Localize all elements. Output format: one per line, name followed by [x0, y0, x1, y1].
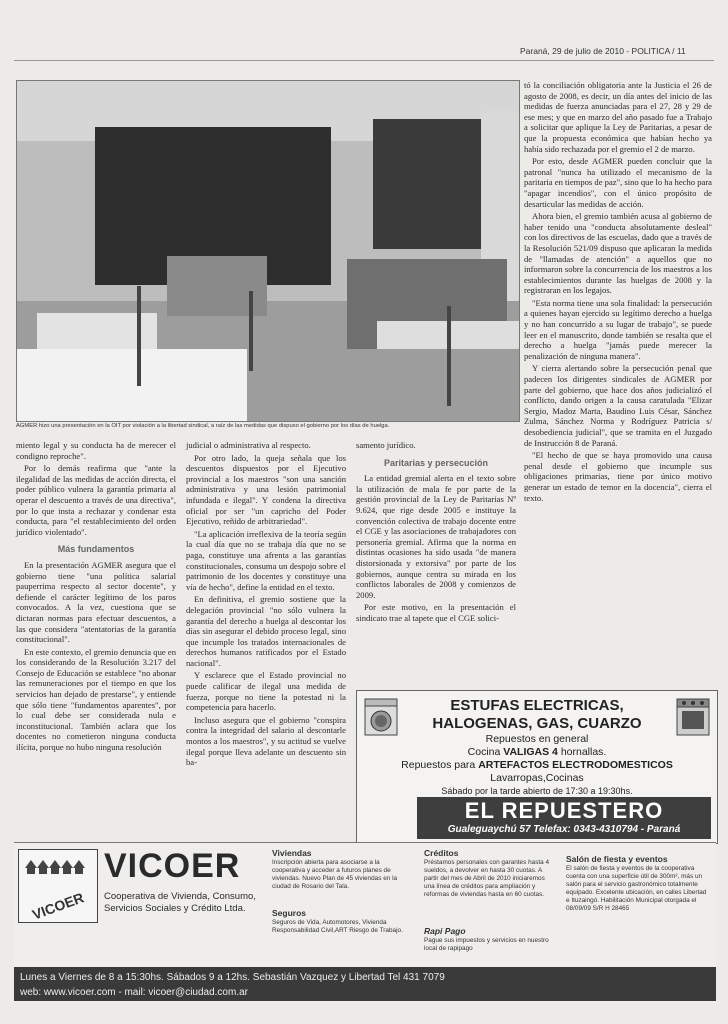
paragraph: En la presentación AGMER asegura que el gobierno tiene "una política salarial pauperrima respecto al sector docente", y defiende el carácter legítimo de los paros convocados. A la vez, cuestiona que se dictaran normas para efectuar descuentos, a las que considera "atentatorias de la garantía constitucional".: [16, 559, 176, 645]
service-rapipago: [424, 927, 552, 953]
subheading-paritarias: Paritarias y persecución: [383, 457, 489, 468]
paragraph: miento legal y su conducta ha de merecer el condigno reproche".: [16, 440, 176, 461]
paragraph: "El hecho de que se haya promovido una causa penal desde el gobierno que incumple sus obligaciones primarias, tiene por único motivo generar un estado de temor en la docencia", cierra el texto.: [524, 450, 712, 503]
service-seguros: [272, 909, 412, 935]
paragraph: "Esta norma tiene una sola finalidad: la persecución a quienes hayan ejercido su legítimo derecho a huelga y no han concurrido a su lugar de trabajo", se puede leer en el manuscrito, donde también se resalta que el derecho a huelga "jamás puede merecer la penalización de ninguna manera".: [524, 297, 712, 361]
footer-web: web: www.vicoer.com - mail: vicoer@ciudad.com.ar: [20, 987, 248, 998]
paragraph: tó la conciliación obligatoria ante la Justicia el 26 de agosto de 2008, es decir, un día antes del inicio de las medidas de fuerza anunciadas para el 27, 28 y 29 de ese mes; y que en marzo del año pasado fue a Trabajo a solicitar que aplique la Ley de Paritarias, a pesar de que la propuesta económica que habían hecho ya había sido rechazada por el gremio el 2 de marzo.: [524, 80, 712, 154]
dateline: Paraná, 29 de julio de 2010 - POLITICA / 11: [520, 46, 686, 56]
paragraph: Y cierra alertando sobre la persecución penal que padecen los dirigentes sindicales de AGMER por parte del gobierno, que hace dos años judicializó el conflicto, dando origen a la causa caratulada "Elizar Sergio, Madoz Marta, Baudino Luis César, Sánchez Zulma, Sánchez Norma y Rodríguez Patricia s/ desobediencia judicial", que se tramita en el Juzgado de Instrucción 8 de Paraná.: [524, 363, 712, 448]
service-body: El salón de fiesta y eventos de la cooperativa cuenta con una superficie útil de 300m², más un salón para el servicio gastronómico totalmente equipado. Excelente ubicación, en calles Libertad e Ituzaingó. Habilitación Municipal otorgada el 08/09/09 S/R H 28465: [566, 865, 707, 912]
article-column-1: [16, 440, 176, 755]
service-body: Préstamos personales con garantes hasta 4 sueldos, a devolver en hasta 30 cuotas. A partir del mes de Abril de 2010 iniciaremos una línea de créditos para ampliación y reformas de viviendas hasta en 60 cuotas.: [424, 859, 550, 898]
paragraph: La entidad gremial alerta en el texto sobre la utilización de mala fe por parte de la gestión provincial de la Ley de Paritarias Nº 9.624, que rige desde 2005 e instituye la convención colectiva de trabajo docente entre el CGE y las asociaciones de trabajadores con personería gremial. Afirma que la norma en distintas ocasiones ha sido usada "de manera distorsionada y extorsiva" por parte de los gobiernos, aunque centra su mirada en los conflictos laborales de 2008 y comienzos de 2009.: [356, 473, 516, 600]
paragraph: En definitiva, el gremio sostiene que la delegación provincial "no sólo vulnera la garantía del derecho a huelga al descontar los días sin asegurar el debido proceso legal, sino que incumple los tratados internacionales de derechos humanos ratificados por el Estado nacional".: [186, 594, 346, 668]
vicoer-footer-bar: [14, 967, 716, 1001]
classroom-photo: [16, 80, 520, 422]
subheading-mas-fundamentos: Más fundamentos: [57, 544, 135, 555]
service-salon: [566, 855, 710, 913]
ad-headline-1: ESTUFAS ELECTRICAS,: [450, 697, 624, 714]
photo-caption: AGMER hizo una presentación en la OIT por violación a la libertad sindical, a raíz de las medidas que dispuso el gobierno por los días de huelga.: [16, 423, 390, 429]
service-viviendas: [272, 849, 412, 891]
article-column-2: [186, 440, 346, 770]
article-column-right: [524, 80, 712, 505]
vicoer-advertisement: [14, 842, 716, 1003]
vicoer-subtitle: Cooperativa de Vivienda, Consumo, Servicios Sociales y Crédito Ltda.: [104, 891, 256, 914]
ad-brand-name: EL REPUESTERO: [464, 798, 664, 823]
paragraph: judicial o administrativa al respecto.: [186, 440, 311, 450]
vicoer-logo: [18, 849, 98, 923]
service-title: Créditos: [424, 848, 459, 858]
paragraph: Por esto, desde AGMER pueden concluir que la patronal "nunca ha utilizado el mecanismo de la paritaria en tiempos de paz", sino que lo ha hecho para "apagar incendios", con el único propósito de desarticular las medidas de acción.: [524, 156, 712, 209]
footer-hours: Lunes a Viernes de 8 a 15:30hs. Sábados 9 a 12hs. Sebastián Vazquez y Libertad Tel 431 7079: [20, 972, 445, 983]
ad-line: Repuestos en general: [485, 733, 589, 745]
paragraph: Ahora bien, el gremio también acusa al gobierno de haber tenido una "conducta absolutamente desleal" con los directivos de las escuelas, dado que a través de la Resolución 521/09 dispuso que aplicaran la medida de "llamadas de atención" a aquellos que no informaron sobre la concurrencia de los maestros a los establecimientos durante las huelgas de 2008 y la registraran en los legajos.: [524, 211, 712, 296]
ad-hours: Sábado por la tarde abierto de 17:30 a 19:30hs.: [441, 786, 633, 796]
service-title: Seguros: [272, 908, 307, 918]
ad-line: Lavarropas,Cocinas: [490, 772, 584, 784]
service-title: Viviendas: [272, 848, 312, 858]
paragraph: "La aplicación irreflexiva de la teoría según la cual día que no se trabaja día que no se paga, constituye una afrenta a las garantías constitucionales, consuma un despojo sobre el patrimonio de los docentes y constituye una vía de hecho", define la entidad en el texto.: [186, 528, 346, 592]
ad-line-cocina: Cocina VALIGAS 4 hornallas.: [467, 746, 607, 758]
article-column-3: [356, 440, 516, 626]
service-creditos: [424, 849, 552, 899]
service-title: Salón de fiesta y eventos: [566, 854, 668, 864]
ad-headline-2: HALOGENAS, GAS, CUARZO: [432, 715, 642, 732]
service-body: Inscripción abierta para asociarse a la cooperativa y acceder a futuros planes de viviendas. Nuevo Plan de 45 viviendas en la ciudad de Rosario del Tala.: [272, 859, 398, 890]
ad-brand-bar: [417, 797, 711, 839]
paragraph: Por este motivo, en la presentación el sindicato trae al tapete que el CGE solici-: [356, 602, 516, 623]
service-body: Pague sus impuestos y servicios en nuestro local de rapipago: [424, 937, 549, 952]
paragraph: Por otro lado, la queja señala que los descuentos dispuestos por el Ejecutivo provincial a los maestros "son una sanción administrativa y una lesión patrimonial infundada e ilegal". Y condena la directiva oficial por ser "un capricho del Poder Ejecutivo, reñido de arbitrariedad".: [186, 452, 346, 527]
stove-icon: [675, 697, 711, 737]
washing-machine-icon: [363, 697, 399, 737]
service-body: Seguros de Vida, Automotores, Vivienda Responsabilidad Civil,ART Riesgo de Trabajo.: [272, 919, 403, 934]
paragraph: Por lo demás reafirma que "ante la ilegalidad de las medidas de acción directa, el poder público vulnera la garantía primaria al operar el descuento a través de una directiva", por lo que insta a rechazar y condenar esta conducta, para "el restablecimiento del orden jurídico violentado".: [16, 463, 176, 537]
paragraph: samento jurídico.: [356, 440, 416, 450]
vicoer-name: VICOER: [104, 847, 241, 885]
paragraph: Incluso asegura que el gobierno "conspira contra la integridad del salario al descontarle montos a los maestros", y su actitud se vuelve ilegal porque lleva adelante un descuento sin ba-: [186, 714, 346, 768]
service-title: Rapi Pago: [424, 926, 466, 936]
paragraph: En este contexto, el gremio denuncia que en los considerando de la Resolución 3.217 del Consejo de Educación se establece "no abonar las remuneraciones por el tiempo en que los servicios han dejado de prestarse", y entiende que sólo tiene "fundamentos aparentes", por lo cual debe ser considerada nula e inconstitucional. También aclara que los docentes no cometieron ninguna conducta ilícita, porque no hubo ninguna resolución: [16, 646, 176, 753]
houses-icon: [19, 850, 97, 890]
ad-line-artefactos: Repuestos para ARTEFACTOS ELECTRODOMESTICOS: [401, 759, 673, 771]
classroom-image: [17, 81, 519, 421]
paragraph: Y esclarece que el Estado provincial no puede calificar de ilegal una medida de fuerza, porque no tiene la potestad ni la competencia para hacerlo.: [186, 670, 346, 713]
top-rule: [14, 60, 714, 61]
repuestero-advertisement: [356, 690, 718, 844]
logo-text: VICOER: [30, 889, 86, 923]
ad-address: Gualeguaychú 57 Telefax: 0343-4310794 - Paraná: [447, 824, 681, 835]
